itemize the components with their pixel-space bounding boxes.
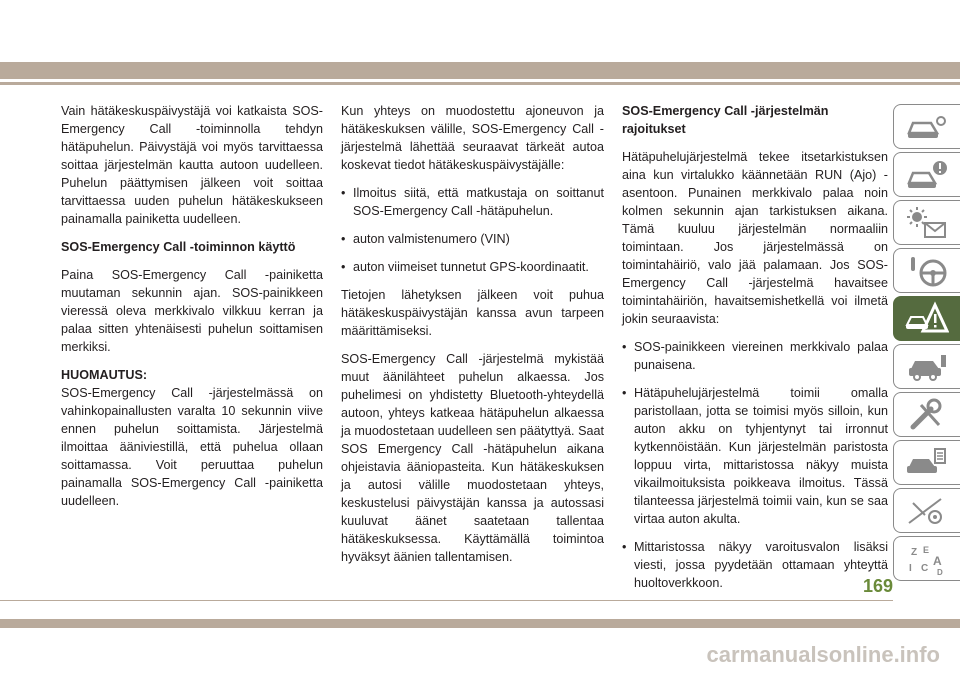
tab-car-info[interactable] (893, 152, 960, 197)
svg-text:I: I (909, 562, 912, 574)
emergency-triangle-icon (905, 301, 949, 337)
paragraph: Paina SOS-Emergency Call -painiketta muutaman sekunnin ajan. SOS-painikkeen vieressä oleva merkkivalo vilkkuu kerran ja palaa sitten yhtenäisesti puhelun soittamisen merkiksi. (61, 268, 323, 354)
top-decorative-band (0, 62, 960, 79)
multimedia-icon (905, 493, 949, 529)
chapter-tabs (893, 104, 960, 584)
note-text: SOS-Emergency Call -järjestelmässä on vahinkopainallusten varalta 10 sekunnin viive ennen puhelun soittamista. Järjestelmä ilmoittaa ääniviestillä, että puhelua ollaan soittamassa. Voit peruuttaa puhelun painamalla SOS-Emergency Call -painiketta uudelleen. (61, 386, 323, 508)
car-specs-icon (905, 445, 949, 481)
tab-multimedia[interactable] (893, 488, 960, 533)
list-item: • Ilmoitus siitä, että matkustaja on soittanut SOS-Emergency Call -hätäpuhelun. (341, 184, 604, 220)
bullet-list (341, 184, 604, 276)
top-rule (0, 82, 960, 85)
car-service-icon (905, 349, 949, 385)
section-heading: SOS-Emergency Call -toiminnon käyttö (61, 240, 296, 254)
note (61, 366, 323, 510)
car-key-icon (905, 109, 949, 145)
tab-maintenance[interactable] (893, 392, 960, 437)
list-item: • Mittaristossa näkyy varoitusvalon lisäksi viesti, jossa pyydetään ottamaan yhteyttä huoltoverkkoon. (622, 538, 888, 592)
svg-text:Z: Z (911, 546, 918, 558)
steering-wheel-icon (905, 253, 949, 289)
svg-text:A: A (933, 553, 942, 568)
tab-index[interactable] (893, 536, 960, 581)
watermark: carmanualsonline.info (706, 642, 940, 667)
page-number: 169 (862, 576, 894, 596)
tab-steering-wheel[interactable] (893, 248, 960, 293)
bullet-list (622, 338, 888, 592)
column-3 (622, 102, 888, 602)
paragraph: Hätäpuhelujärjestelmä tekee itsetarkistuksen aina kun virtalukko käännetään RUN (Ajo) -asentoon. Punainen merkkivalo palaa noin kolmen sekunnin ajan tarkistuksen aikana. Tämä kuuluu järjestelmän normaaliin toimintaan. Jos järjestelmässä on toimintahäiriö, valo jää palamaan. Jos SOS-Emergency Call -järjestelmä havaitsee toimintahäiriön, havaitsemishetkellä voi ilmetä jokin seuraavista: (622, 150, 888, 326)
tab-warning-lights[interactable] (893, 200, 960, 245)
bottom-decorative-band (0, 619, 960, 628)
paragraph: SOS-Emergency Call -järjestelmä mykistää muut äänilähteet puhelun alkaessa. Jos puhelimesi on yhdistetty Bluetooth-yhteydellä autoon, yhteys katkeaa hätäpuhelun alkaessa ja muodostetaan uudelleen sen päätyttyä. Saat SOS Emergency Call -hätäpuhelun aikana ohjeistavia ääniopasteita. Kun hätäkeskuksen ja autosi välille muodostetaan yhteys, keskustelusi päivystäjän kanssa ja autossasi kuuluvat äänet saatetaan tallentaa hätäkeskuksessa. Käyttämällä toimintoa hyväksyt äänien tallentamisen. (341, 352, 604, 564)
tab-emergency[interactable] (893, 296, 960, 341)
svg-text:C: C (921, 562, 929, 574)
paragraph: Kun yhteys on muodostettu ajoneuvon ja hätäkeskuksen välille, SOS-Emergency Call -järjestelmä lähettää seuraavat tärkeät autoa koskevat tiedot hätäkeskuspäivystäjälle: (341, 104, 604, 172)
warning-lights-message-icon (905, 205, 949, 241)
column-1 (61, 102, 323, 520)
index-icon (905, 541, 949, 577)
note-label: HUOMAUTUS: (61, 368, 148, 382)
paragraph: Vain hätäkeskuspäivystäjä voi katkaista SOS-Emergency Call -toiminnolla tehdyn hätäpuhelun. Päivystäjä voi myös tarvittaessa soittaa järjestelmän kautta autoon uudelleen. Puhelun päättymisen jälkeen voit soittaa tarvittaessa uuden puhelun hätäkeskukseen painamalla painiketta uudelleen. (61, 104, 323, 226)
list-item: • SOS-painikkeen viereinen merkkivalo palaa punaisena. (622, 338, 888, 374)
column-2 (341, 102, 604, 576)
tab-car-service[interactable] (893, 344, 960, 389)
car-info-icon (905, 157, 949, 193)
bottom-rule (0, 600, 893, 601)
paragraph: Tietojen lähetyksen jälkeen voit puhua hätäkeskuspäivystäjän kanssa avun tarpeen määrittämiseksi. (341, 288, 604, 338)
svg-text:E: E (923, 544, 930, 555)
section-heading: SOS-Emergency Call -järjestelmän rajoitukset (622, 104, 829, 136)
list-item: • auton valmistenumero (VIN) (341, 230, 604, 248)
tab-specs[interactable] (893, 440, 960, 485)
list-item: • auton viimeiset tunnetut GPS-koordinaatit. (341, 258, 604, 276)
wrench-maintenance-icon (905, 397, 949, 433)
svg-text:D: D (937, 567, 943, 577)
tab-car-key[interactable] (893, 104, 960, 149)
list-item: • Hätäpuhelujärjestelmä toimii omalla paristollaan, jotta se toimisi myös silloin, kun auton akku on tyhjentynyt tai irronnut kytkennöistään. Kun järjestelmän paristosta loppuu virta, mittaristossa näkyy muista vikailmoituksista poikkeava ilmoitus. Tässä tilanteessa järjestelmä toimii vain, kun se saa virtaa auton akulta. (622, 384, 888, 528)
